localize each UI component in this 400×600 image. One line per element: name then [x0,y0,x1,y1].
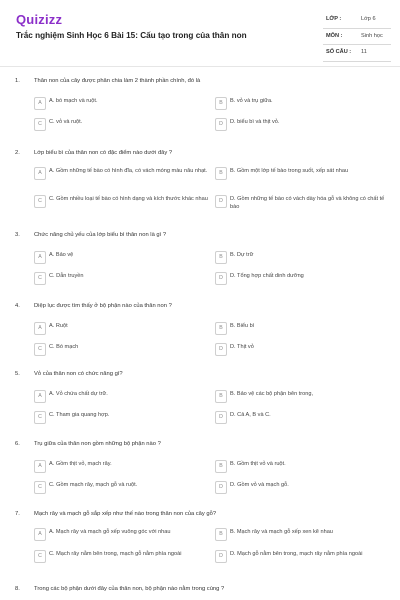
option-letter-box: B [215,528,227,541]
option-letter-box: D [215,481,227,494]
header-divider [0,66,400,67]
option-a[interactable] [34,527,214,543]
option-letter-box: A [34,167,46,180]
option-letter-box: A [34,97,46,110]
question-text: Chức năng chủ yếu của lớp biểu bì thân non là gì ? [34,232,167,238]
option-text: D. Gồm vỏ và mạch gỗ. [230,482,289,488]
meta-value: Lớp 6 [361,16,376,22]
option-a[interactable] [34,321,214,337]
option-letter-box: D [215,272,227,285]
option-text: A. Gồm những tế bào có hình đĩa, có vách móng màu nâu nhạt. [49,168,208,174]
option-letter-box: B [215,460,227,473]
question-number: 7. [15,511,20,517]
option-b[interactable] [215,166,395,188]
option-d[interactable] [215,117,395,133]
option-text: C. vỏ và ruột. [49,119,83,125]
option-c[interactable] [34,410,214,426]
question-number: 6. [15,441,20,447]
option-text: C. Gồm mạch rây, mạch gỗ và ruột. [49,482,138,488]
option-letter-box: B [215,167,227,180]
option-text: D. Tổng hợp chất dinh dưỡng [230,273,304,279]
meta-row-count [323,45,391,62]
option-letter-box: A [34,251,46,264]
question-text: Thân non của cây được phân chia làm 2 thành phần chính, đó là [34,78,201,84]
meta-label: MÔN : [326,32,343,39]
option-letter-box: C [34,481,46,494]
option-letter-box: C [34,343,46,356]
question-text: Lớp biểu bì của thân non có đặc điểm nào dưới đây ? [34,150,173,156]
option-d[interactable] [215,342,395,358]
option-letter-box: D [215,411,227,424]
option-letter-box: C [34,411,46,424]
option-c[interactable] [34,194,214,216]
option-letter-box: C [34,118,46,131]
option-text: B. vỏ và trụ giữa. [230,98,273,104]
option-letter-box: B [215,390,227,403]
option-letter-box: D [215,550,227,563]
page-title: Trắc nghiệm Sinh Học 6 Bài 15: Cấu tạo trong của thân non [16,31,247,40]
option-letter-box: B [215,251,227,264]
option-text: B. Mạch rây và mạch gỗ xếp xen kẽ nhau [230,529,333,535]
option-letter-box: A [34,322,46,335]
option-c[interactable] [34,480,214,496]
meta-label: SỐ CÂU : [326,49,352,55]
option-d[interactable] [215,549,395,571]
option-d[interactable] [215,271,395,287]
option-a[interactable] [34,166,214,188]
question-text: Mạch rây và mạch gỗ sắp xếp như thế nào trong thân non của cây gỗ? [34,511,217,517]
meta-value: Sinh học [361,32,383,39]
option-letter-box: C [34,550,46,563]
option-letter-box: C [34,272,46,285]
option-letter-box: B [215,322,227,335]
option-letter-box: C [34,195,46,208]
option-text: A. Bảo vệ [49,252,74,258]
question-text: Trụ giữa của thân non gồm những bộ phận nào ? [34,441,161,447]
option-text: D. Thịt vỏ [230,344,254,350]
question-number: 3. [15,232,20,238]
option-b[interactable] [215,389,395,405]
option-b[interactable] [215,321,395,337]
option-text: A. Vỏ chứa chất dự trữ. [49,391,108,397]
option-text: D. Cả A, B và C. [230,412,271,418]
option-d[interactable] [215,194,395,216]
question-number: 4. [15,303,20,309]
question-text: Trong các bộ phận dưới đây của thân non, bộ phận nào nằm trong cùng ? [34,586,225,592]
option-text: B. Gồm một lớp tế bào trong suốt, xếp sát nhau [230,168,349,174]
question-text: Vỏ của thân non có chức năng gì? [34,371,123,377]
option-b[interactable] [215,96,395,112]
option-text: A. Gồm thịt vỏ, mạch rây. [49,461,112,467]
option-text: D. Mạch gỗ nằm bên trong, mạch rây nằm phía ngoài [230,551,363,557]
option-text: B. Biểu bì [230,323,255,329]
option-text: C. Mạch rây nằm bên trong, mạch gỗ nằm phía ngoài [49,551,182,557]
meta-table [323,12,391,62]
option-letter-box: D [215,118,227,131]
meta-row-subject [323,29,391,46]
worksheet-header [0,0,400,66]
option-letter-box: A [34,390,46,403]
meta-value: 11 [361,49,367,55]
option-letter-box: B [215,97,227,110]
option-c[interactable] [34,549,214,571]
quizizz-logo[interactable]: Quizizz [16,12,63,27]
option-text: A. Ruột [49,323,68,329]
meta-row-grade [323,12,391,29]
option-text: D. biểu bì và thịt vỏ. [230,119,280,125]
option-d[interactable] [215,480,395,496]
option-c[interactable] [34,271,214,287]
option-b[interactable] [215,527,395,543]
question-number: 5. [15,371,20,377]
option-c[interactable] [34,342,214,358]
option-letter-box: D [215,343,227,356]
option-text: B. Dự trữ [230,252,254,258]
option-b[interactable] [215,459,395,475]
option-letter-box: A [34,460,46,473]
option-letter-box: D [215,195,227,208]
option-a[interactable] [34,250,214,266]
option-a[interactable] [34,389,214,405]
option-text: A. Mạch rây và mạch gỗ xếp vuông góc với nhau [49,529,171,535]
option-text: B. Gồm thịt vỏ và ruột. [230,461,286,467]
option-text: B. Bảo vệ các bộ phận bên trong, [230,391,314,397]
meta-label: LỚP : [326,16,342,22]
option-b[interactable] [215,250,395,266]
option-a[interactable] [34,459,214,475]
question-text: Diệp lục được tìm thấy ở bộ phận nào của thân non ? [34,303,172,309]
option-letter-box: A [34,528,46,541]
option-text: D. Gồm những tế bào có vách dày hóa gỗ và không có chất tế bào [230,196,385,210]
option-text: C. Gồm nhiều loại tế bào có hình dạng và kích thước khác nhau [49,196,208,202]
option-a[interactable] [34,96,214,112]
option-d[interactable] [215,410,395,426]
option-c[interactable] [34,117,214,133]
question-number: 8. [15,586,20,592]
option-text: A. bó mạch và ruột. [49,98,98,104]
option-text: C. Bó mạch [49,344,79,350]
question-number: 1. [15,78,20,84]
option-text: C. Tham gia quang hợp. [49,412,110,418]
option-text: C. Dẫn truyền [49,273,84,279]
question-number: 2. [15,150,20,156]
